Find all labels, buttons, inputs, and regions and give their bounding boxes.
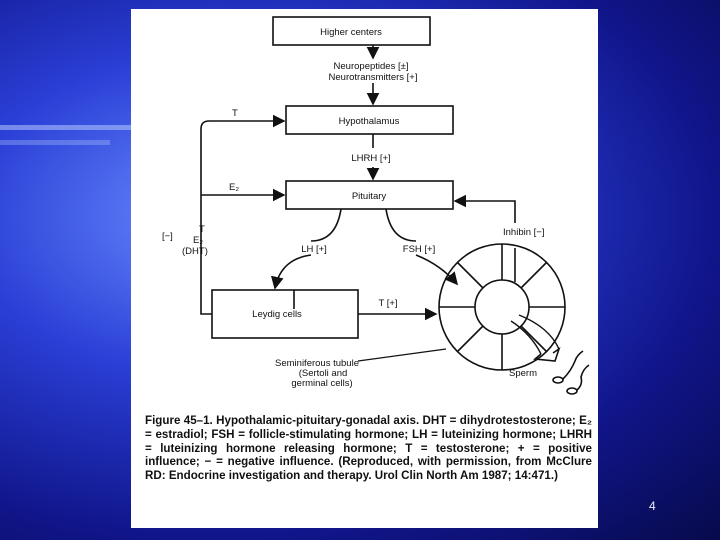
leydig-cells-label: Leydig cells: [252, 309, 302, 320]
background-streak: [0, 125, 135, 130]
pituitary-label: Pituitary: [351, 191, 387, 202]
fsh-label: FSH [+]: [402, 244, 436, 255]
tubule-label-line3: germinal cells): [291, 378, 353, 389]
lh-label: LH [+]: [301, 244, 327, 255]
tubule-label-line1: Seminiferous tubule: [275, 358, 359, 369]
neuropeptides-label: Neuropeptides [±]: [333, 61, 409, 72]
neurotransmitters-label: Neurotransmitters [+]: [328, 72, 418, 83]
t-feedback-label: T: [232, 108, 238, 119]
figure-caption: [145, 414, 592, 483]
higher-centers-label: Higher centers: [320, 27, 382, 38]
seminiferous-tubule-icon: [439, 244, 565, 370]
tubule-label-line2: (Sertoli and: [298, 368, 348, 379]
sperm-icon: [553, 351, 589, 394]
dht-left-label: (DHT): [182, 246, 208, 257]
lhrh-label: LHRH [+]: [351, 153, 391, 164]
axis-diagram: [131, 9, 598, 409]
hypothalamus-label: Hypothalamus: [338, 116, 400, 127]
sperm-label: Sperm: [509, 368, 537, 379]
t-plus-label: T [+]: [378, 298, 398, 309]
background-streak: [0, 140, 110, 145]
caption-text: Hypothalamic-pituitary-gonadal axis. DHT = dihydrotestosterone; E₂ = estradiol; FSH = follicle-stimulating hormone; LH = luteinizing hormone; LHRH = luteinizing hormone releasing hormone; T = testosterone; + = positive influence; − = negative influence. (Reproduced, with permission, from McClure RD: Endocrine investigation and therapy. Urol Clin North Am 1987; 14:471.): [145, 414, 592, 483]
e2-feedback-label: E₂: [229, 182, 240, 193]
figure-label: Figure 45–1.: [145, 414, 213, 427]
t-left-label: T: [199, 224, 205, 235]
inhibin-label: Inhibin [−]: [503, 227, 545, 238]
slide-page-number: 4: [649, 499, 656, 513]
figure-panel: [131, 9, 598, 528]
negative-influence-label: [−]: [162, 231, 173, 242]
e2-left-label: E₂: [193, 235, 204, 246]
